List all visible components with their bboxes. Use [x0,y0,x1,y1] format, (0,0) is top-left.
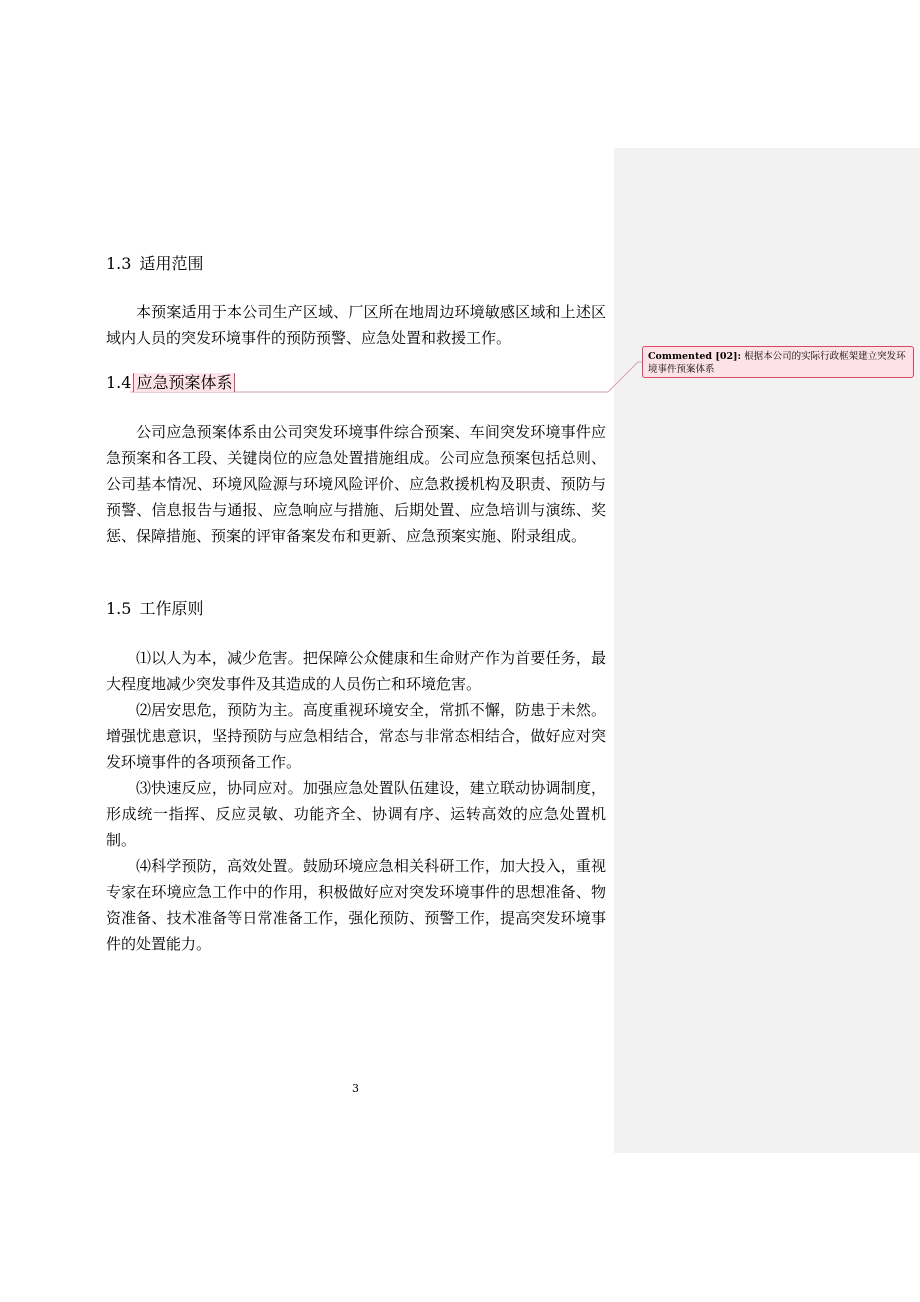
page-number: 3 [352,1082,359,1095]
comment-text: 根据本公司的实际行政框架建立突发环境事件预案体系 [648,351,906,375]
comment-author: Commented [02]: [648,351,742,362]
comment-margin-pane [614,148,920,1153]
section-title: 适用范围 [139,254,204,273]
section-number: 1.4 [106,373,132,392]
section-1-3-paragraph: 本预案适用于本公司生产区域、厂区所在地周边环境敏感区域和上述区域内人员的突发环境事件的预防预警、应急处置和救援工作。 [106,303,606,347]
section-heading-1-3 [106,254,203,274]
comment-balloon[interactable] [642,346,914,378]
section-number: 1.3 [106,254,132,273]
principle-item-2: ⑵居安思危，预防为主。高度重视环境安全，常抓不懈，防患于未然。增强忧患意识，坚持预防与应急相结合，常态与非常态相结合，做好应对突发环境事件的各项预备工作。 [106,701,606,771]
section-heading-1-4 [106,373,235,393]
section-1-4-paragraph: 公司应急预案体系由公司突发环境事件综合预案、车间突发环境事件应急预案和各工段、关键岗位的应急处置措施组成。公司应急预案包括总则、公司基本情况、环境风险源与环境风险评价、应急救援机构及职责、预防与预警、信息报告与通报、应急响应与措施、后期处置、应急培训与演练、奖惩、保障措施、预案的评审备案发布和更新、应急预案实施、附录组成。 [106,423,606,545]
section-title: 应急预案体系 [136,373,233,392]
principle-item-1: ⑴以人为本，减少危害。把保障公众健康和生命财产作为首要任务，最大程度地减少突发事件及其造成的人员伤亡和环境危害。 [106,649,606,693]
principle-item-3: ⑶快速反应，协同应对。加强应急处置队伍建设，建立联动协调制度，形成统一指挥、反应灵敏、功能齐全、协调有序、运转高效的应急处置机制。 [106,779,606,849]
section-heading-1-5 [106,599,203,619]
commented-text-range[interactable] [133,373,235,392]
principle-item-4: ⑷科学预防，高效处置。鼓励环境应急相关科研工作，加大投入，重视专家在环境应急工作中的作用，积极做好应对突发环境事件的思想准备、物资准备、技术准备等日常准备工作，强化预防、预警工作，提高突发环境事件的处置能力。 [106,857,606,953]
section-number: 1.5 [106,599,132,618]
section-title: 工作原则 [139,599,204,618]
